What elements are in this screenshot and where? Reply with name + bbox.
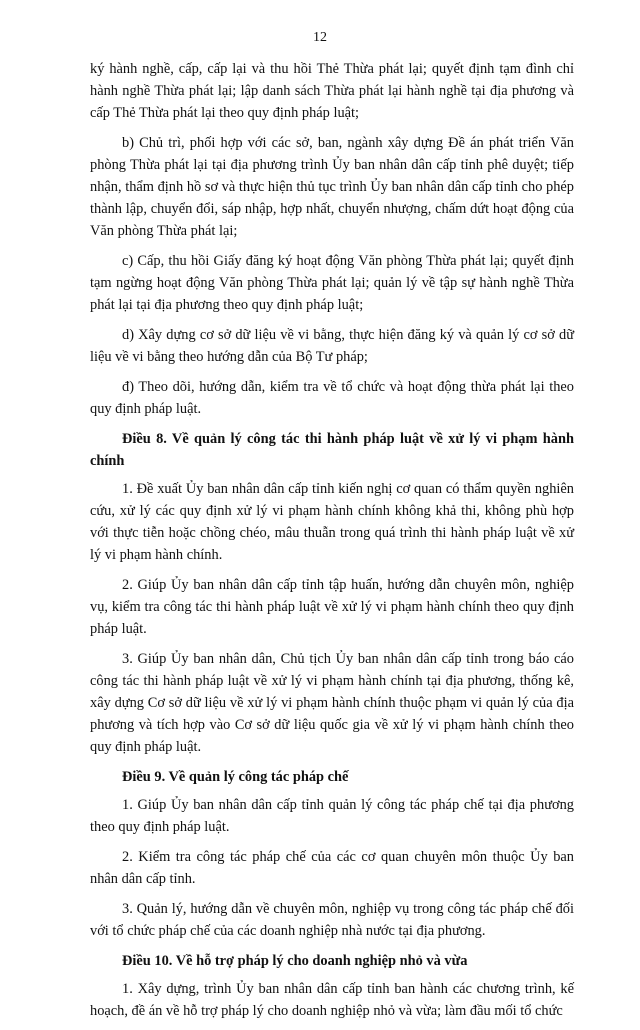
- page-number: 12: [313, 30, 327, 45]
- paragraph-clause-b: b) Chủ trì, phối hợp với các sở, ban, ngành xây dựng Đề án phát triển Văn phòng Thừa phát lại tại địa phương trình Ủy ban nhân dân cấp tỉnh phê duyệt; tiếp nhận, thẩm định hồ sơ và thực hiện thủ tục trình Ủy ban nhân dân cấp tỉnh cho phép thành lập, chuyển đổi, sáp nhập, hợp nhất, chuyển nhượng, chấm dứt hoạt động của Văn phòng Thừa phát lại;: [90, 135, 574, 239]
- paragraph-continued: ký hành nghề, cấp, cấp lại và thu hồi Thẻ Thừa phát lại; quyết định tạm đình chỉ hành nghề Thừa phát lại; lập danh sách Thừa phát lại hành nghề tại địa phương và cấp Thẻ Thừa phát lại theo quy định pháp luật;: [90, 61, 574, 121]
- article-8-item-2: 2. Giúp Ủy ban nhân dân cấp tỉnh tập huấn, hướng dẫn chuyên môn, nghiệp vụ, kiểm tra công tác thi hành pháp luật về xử lý vi phạm hành chính theo quy định pháp luật.: [90, 577, 574, 637]
- paragraph-clause-dd: đ) Theo dõi, hướng dẫn, kiểm tra về tổ chức và hoạt động thừa phát lại theo quy định pháp luật.: [90, 379, 574, 417]
- article-8-item-3: 3. Giúp Ủy ban nhân dân, Chủ tịch Ủy ban nhân dân cấp tỉnh trong báo cáo công tác thi hành pháp luật về xử lý vi phạm hành chính tại địa phương, thống kê, xây dựng Cơ sở dữ liệu về xử lý vi phạm hành chính thuộc phạm vi quản lý của địa phương và tích hợp vào Cơ sở dữ liệu quốc gia về xử lý vi phạm hành chính theo quy định pháp luật.: [90, 651, 574, 755]
- document-body: [90, 58, 574, 1030]
- article-10-item-1: 1. Xây dựng, trình Ủy ban nhân dân cấp tỉnh ban hành các chương trình, kế hoạch, đề án về hỗ trợ pháp lý cho doanh nghiệp nhỏ và vừa; làm đầu mối tổ chức: [90, 981, 574, 1019]
- article-9-item-3: 3. Quản lý, hướng dẫn về chuyên môn, nghiệp vụ trong công tác pháp chế đối với tổ chức pháp chế của các doanh nghiệp nhà nước tại địa phương.: [90, 901, 574, 939]
- article-8-heading: Điều 8. Về quản lý công tác thi hành pháp luật về xử lý vi phạm hành chính: [90, 431, 574, 469]
- article-8-item-1: 1. Đề xuất Ủy ban nhân dân cấp tỉnh kiến nghị cơ quan có thẩm quyền nghiên cứu, xử lý các quy định xử lý vi phạm hành chính không khả thi, không phù hợp với thực tiễn hoặc chồng chéo, mâu thuẫn trong quá trình thi hành pháp luật về xử lý vi phạm hành chính.: [90, 481, 574, 563]
- article-9-item-2: 2. Kiểm tra công tác pháp chế của các cơ quan chuyên môn thuộc Ủy ban nhân dân cấp tỉnh.: [90, 849, 574, 887]
- paragraph-clause-d: d) Xây dựng cơ sở dữ liệu về vi bằng, thực hiện đăng ký và quản lý cơ sở dữ liệu về vi bằng theo hướng dẫn của Bộ Tư pháp;: [90, 327, 574, 365]
- article-9-heading: Điều 9. Về quản lý công tác pháp chế: [122, 769, 349, 785]
- paragraph-clause-c: c) Cấp, thu hồi Giấy đăng ký hoạt động Văn phòng Thừa phát lại; quyết định tạm ngừng hoạt động Văn phòng Thừa phát lại; quản lý về tập sự hành nghề Thừa phát lại tại địa phương theo quy định pháp luật;: [90, 253, 574, 313]
- article-10-heading: Điều 10. Về hỗ trợ pháp lý cho doanh nghiệp nhỏ và vừa: [122, 953, 468, 969]
- article-9-item-1: 1. Giúp Ủy ban nhân dân cấp tỉnh quản lý công tác pháp chế tại địa phương theo quy định pháp luật.: [90, 797, 574, 835]
